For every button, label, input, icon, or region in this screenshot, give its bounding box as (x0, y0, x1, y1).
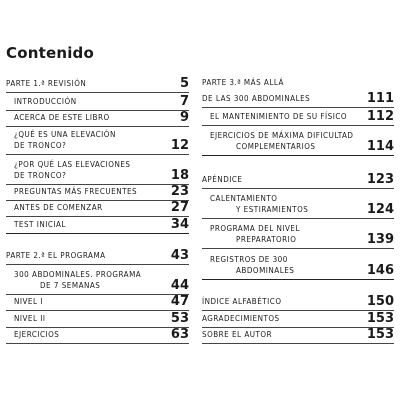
toc-entry-page: 123 (366, 172, 394, 187)
toc-entry[interactable] (202, 108, 394, 126)
toc-entry-label (210, 131, 353, 153)
toc-entry-label: EL MANTENIMIENTO DE SU FÍSICO (210, 112, 348, 122)
toc-entry-page: 53 (170, 311, 189, 326)
toc-entry-page: 9 (179, 110, 189, 125)
toc-entry[interactable] (6, 127, 189, 155)
toc-entry-label: SOBRE EL AUTOR (202, 330, 273, 340)
toc-entry-page: 153 (366, 311, 394, 326)
toc-entry-page: 23 (170, 184, 189, 199)
toc-entry-label: ÍNDICE ALFABÉTICO (202, 297, 282, 307)
toc-entry-label-line1: PROGRAMA DEL NIVEL (210, 224, 300, 234)
toc-entry[interactable] (6, 328, 189, 344)
toc-entry[interactable] (202, 126, 394, 156)
toc-entry-page: 47 (170, 294, 189, 309)
toc-entry-label-line2: DE TRONCO? (14, 171, 67, 181)
toc-entry[interactable] (202, 219, 394, 249)
toc-entry-label: EJERCICIOS (14, 330, 60, 340)
toc-entry-appendix[interactable] (202, 172, 394, 189)
toc-entry-label-line1: CALENTAMIENTO (210, 194, 278, 204)
toc-entry-label-line2: DE 7 SEMANAS (40, 281, 101, 291)
toc-entry-page: 146 (366, 263, 394, 278)
toc-title: Contenido (6, 44, 94, 62)
toc-entry-label-line1: EJERCICIOS DE MÁXIMA DIFICULTAD (210, 131, 354, 141)
toc-entry-page: 150 (366, 294, 394, 309)
toc-entry-label (210, 255, 294, 277)
toc-entry-label: PARTE 2.ª EL PROGRAMA (6, 251, 106, 261)
toc-entry[interactable] (6, 201, 189, 217)
toc-entry-label: PREGUNTAS MÁS FRECUENTES (14, 187, 138, 197)
toc-entry-label: ACERCA DE ESTE LIBRO (14, 113, 110, 123)
toc-entry-label-line2: COMPLEMENTARIOS (236, 142, 316, 152)
toc-entry-label: AGRADECIMIENTOS (202, 314, 280, 324)
toc-entry-label-line1: ¿QUÉ ES UNA ELEVACIÓN (14, 130, 116, 140)
toc-entry[interactable] (6, 185, 189, 201)
toc-entry-part-2[interactable] (6, 247, 189, 265)
toc-entry-page: 153 (366, 327, 394, 342)
toc-entry[interactable] (202, 91, 394, 108)
toc-entry-page: 63 (170, 327, 189, 342)
toc-entry[interactable] (6, 217, 189, 234)
toc-entry-label: TEST INICIAL (14, 220, 66, 230)
toc-entry-label: ANTES DE COMENZAR (14, 203, 103, 213)
toc-entry-label: DE LAS 300 ABDOMINALES (202, 94, 311, 104)
toc-entry-page: 139 (366, 232, 394, 247)
toc-entry-part-3[interactable] (202, 75, 394, 91)
toc-entry[interactable] (6, 311, 189, 328)
toc-entry-page: 111 (366, 91, 394, 106)
toc-entry-label: NIVEL II (14, 314, 46, 324)
toc-entry-page: 112 (366, 109, 394, 124)
toc-entry-label (14, 270, 141, 292)
toc-entry-label-line2: Y ESTIRAMIENTOS (236, 205, 309, 215)
toc-entry[interactable] (202, 249, 394, 280)
toc-entry-acknowledgements[interactable] (202, 311, 394, 328)
toc-entry-label-line2: PREPARATORIO (236, 235, 297, 245)
toc-entry[interactable] (6, 295, 189, 311)
toc-entry-page: 12 (170, 138, 189, 153)
toc-entry-label (14, 160, 130, 182)
toc-entry-label (14, 130, 116, 152)
toc-entry-page: 44 (170, 278, 189, 293)
toc-entry-label: PARTE 3.ª MÁS ALLÁ (202, 78, 284, 88)
toc-entry-index[interactable] (202, 294, 394, 311)
toc-entry-label (210, 224, 300, 246)
toc-entry-label-line2: ABDOMINALES (236, 266, 295, 276)
toc-entry-page: 43 (170, 248, 189, 263)
toc-entry-label-line1: REGISTROS DE 300 (210, 255, 288, 265)
toc-entry-label: INTRODUCCIÓN (14, 97, 77, 107)
toc-entry-label: APÉNDICE (202, 175, 243, 185)
toc-entry[interactable] (202, 189, 394, 219)
toc-entry-page: 124 (366, 202, 394, 217)
toc-entry-label: NIVEL I (14, 297, 43, 307)
toc-entry[interactable] (6, 265, 189, 295)
toc-entry-label (210, 194, 308, 216)
toc-entry[interactable] (6, 93, 189, 111)
toc-entry[interactable] (6, 155, 189, 185)
toc-entry-page: 7 (179, 94, 189, 109)
toc-entry[interactable] (6, 111, 189, 127)
toc-entry-label-line1: ¿POR QUÉ LAS ELEVACIONES (14, 160, 131, 170)
toc-entry-label-line2: DE TRONCO? (14, 141, 67, 151)
toc-entry-page: 114 (366, 139, 394, 154)
toc-entry-part-1[interactable] (6, 75, 189, 93)
toc-entry-label-line1: 300 ABDOMINALES. PROGRAMA (14, 270, 142, 280)
toc-entry-about-author[interactable] (202, 328, 394, 344)
toc-entry-page: 18 (170, 168, 189, 183)
toc-entry-label: PARTE 1.ª REVISIÓN (6, 79, 87, 89)
toc-entry-page: 5 (179, 76, 189, 91)
toc-entry-page: 34 (170, 217, 189, 232)
toc-entry-page: 27 (170, 200, 189, 215)
